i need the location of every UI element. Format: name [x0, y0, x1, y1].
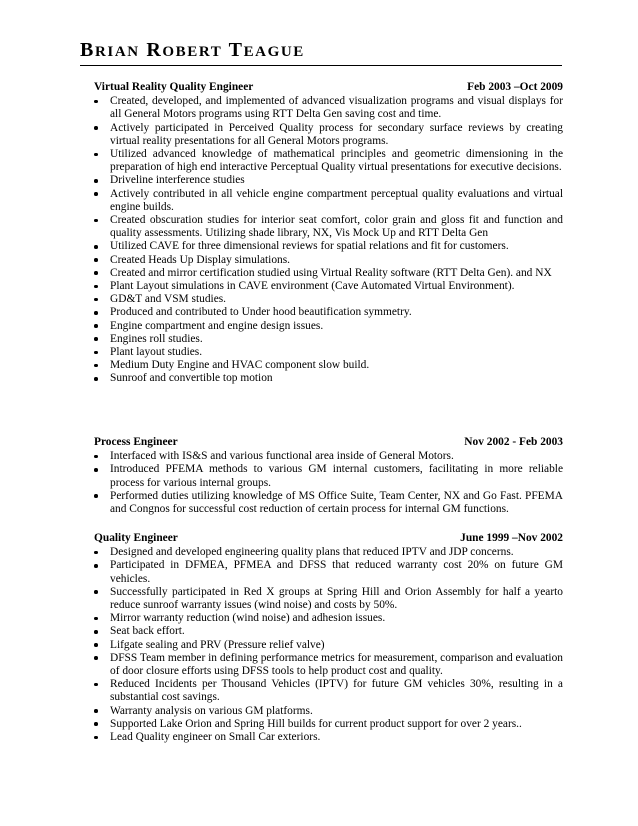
- job-header: [94, 81, 563, 94]
- list-item: Actively contributed in all vehicle engine compartment perceptual quality evaluations and virtual engine builds.: [94, 188, 563, 214]
- list-item: Utilized CAVE for three dimensional reviews for spatial relations and fit for customers.: [94, 240, 563, 253]
- list-item: GD&T and VSM studies.: [94, 293, 563, 306]
- job-dates: Feb 2003 –Oct 2009: [467, 81, 563, 93]
- list-item: Driveline interference studies: [94, 174, 563, 187]
- list-item: Introduced PFEMA methods to various GM internal customers, facilitating in more reliable process for various internal groups.: [94, 463, 563, 489]
- job-section-process-engineer: [94, 436, 563, 516]
- list-item: Participated in DFMEA, PFMEA and DFSS that reduced warranty cost 20% on future GM vehicles.: [94, 559, 563, 585]
- list-item: Engine compartment and engine design issues.: [94, 320, 563, 333]
- list-item: Plant Layout simulations in CAVE environment (Cave Automated Virtual Environment).: [94, 280, 563, 293]
- list-item: Medium Duty Engine and HVAC component slow build.: [94, 359, 563, 372]
- list-item: Reduced Incidents per Thousand Vehicles (IPTV) for future GM vehicles 30%, resulting in a substantial cost savings.: [94, 678, 563, 704]
- list-item: DFSS Team member in defining performance metrics for measurement, comparison and evaluation of door closure efforts using DFSS tools to help product cost and quality.: [94, 652, 563, 678]
- name-part-last: TEAGUE: [228, 39, 305, 61]
- name-part-first: BRIAN: [80, 39, 140, 61]
- list-item: Produced and contributed to Under hood beautification symmetry.: [94, 306, 563, 319]
- name-divider: [80, 65, 562, 66]
- list-item: Engines roll studies.: [94, 333, 563, 346]
- candidate-name: [80, 38, 305, 64]
- job-header: [94, 532, 563, 545]
- job-title: Quality Engineer: [94, 532, 178, 544]
- job-title: Virtual Reality Quality Engineer: [94, 81, 254, 93]
- job-duties-list: [94, 95, 563, 385]
- list-item: Performed duties utilizing knowledge of MS Office Suite, Team Center, NX and Go Fast. PFEMA and Congnos for successful cost reduction of certain process for internal GM functions.: [94, 490, 563, 516]
- list-item: Warranty analysis on various GM platforms.: [94, 705, 563, 718]
- job-duties-list: [94, 546, 563, 744]
- list-item: Sunroof and convertible top motion: [94, 372, 563, 385]
- list-item: Interfaced with IS&S and various functional area inside of General Motors.: [94, 450, 563, 463]
- list-item: Seat back effort.: [94, 625, 563, 638]
- list-item: Utilized advanced knowledge of mathematical principles and geometric dimensioning in the preparation of high end interactive Perceptual Quality virtual presentations for executive decisions.: [94, 148, 563, 174]
- list-item: Mirror warranty reduction (wind noise) and adhesion issues.: [94, 612, 563, 625]
- job-dates: Nov 2002 - Feb 2003: [464, 436, 563, 448]
- list-item: Designed and developed engineering quality plans that reduced IPTV and JDP concerns.: [94, 546, 563, 559]
- list-item: Lifgate sealing and PRV (Pressure relief valve): [94, 639, 563, 652]
- job-header: [94, 436, 563, 449]
- list-item: Actively participated in Perceived Quality process for secondary surface reviews by creating virtual reality presentations for all General Motors programs.: [94, 122, 563, 148]
- list-item: Plant layout studies.: [94, 346, 563, 359]
- job-section-virtual-reality: [94, 81, 563, 386]
- list-item: Successfully participated in Red X groups at Spring Hill and Orion Assembly for half a yearto reduce sunroof warranty issues (wind noise) and costs by 50%.: [94, 586, 563, 612]
- list-item: Created and mirror certification studied using Virtual Reality software (RTT Delta Gen). and NX: [94, 267, 563, 280]
- list-item: Lead Quality engineer on Small Car exteriors.: [94, 731, 563, 744]
- list-item: Created, developed, and implemented of advanced visualization programs and visual displays for all General Motors programs using RTT Delta Gen saving cost and time.: [94, 95, 563, 121]
- job-dates: June 1999 –Nov 2002: [460, 532, 563, 544]
- list-item: Supported Lake Orion and Spring Hill builds for current product support for over 2 years..: [94, 718, 563, 731]
- job-title: Process Engineer: [94, 436, 178, 448]
- list-item: Created Heads Up Display simulations.: [94, 254, 563, 267]
- name-part-middle: ROBERT: [146, 39, 223, 61]
- job-section-quality-engineer: [94, 532, 563, 744]
- job-duties-list: [94, 450, 563, 516]
- list-item: Created obscuration studies for interior seat comfort, color grain and gloss fit and function and quality assessments. Utilizing shade library, NX, Vis Mock Up and RTT Delta Gen: [94, 214, 563, 240]
